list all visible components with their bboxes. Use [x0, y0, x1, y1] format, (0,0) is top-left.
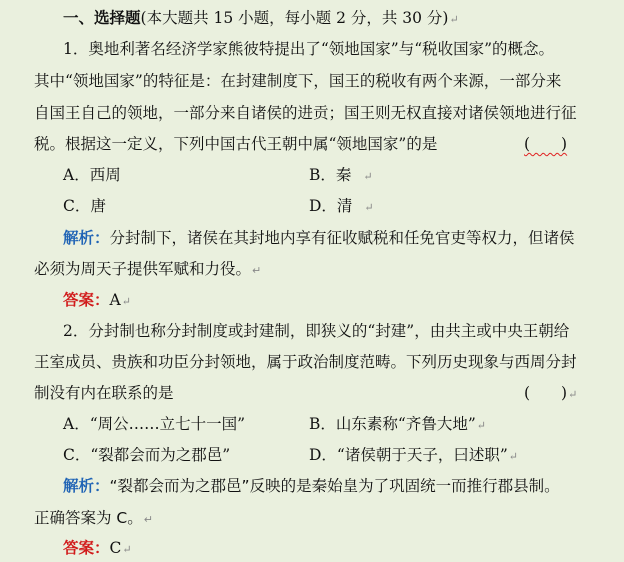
q2-options-row-1 — [63, 413, 603, 435]
q1-options-row-1 — [63, 164, 603, 186]
section-header — [63, 7, 459, 29]
q1-line-4: 税。根据这一定义，下列中国古代王朝中属“领地国家”的是 — [34, 135, 438, 153]
q1-options-row-2 — [63, 195, 603, 217]
q1-answer-label: 答案： — [63, 290, 110, 309]
q2-option-d: D．“诸侯朝于天子，曰述职”↵ — [309, 446, 518, 464]
q2-line-3: 制没有内在联系的是 — [34, 384, 174, 402]
paragraph-mark-icon: ↵ — [568, 388, 578, 401]
q2-analysis-text-2: 正确答案为 C。 — [34, 509, 143, 527]
q2-answer-paren: ( )↵ — [524, 384, 578, 402]
q2-analysis-text-1: “裂都会而为之郡邑”反映的是秦始皇为了巩固统一而推行郡县制。 — [109, 477, 560, 495]
section-note: (本大题共 15 小题，每小题 2 分，共 30 分) — [140, 9, 449, 27]
q2-options-row-2 — [63, 444, 603, 466]
paragraph-mark-icon: ↵ — [508, 450, 518, 463]
paragraph-mark-icon: ↵ — [352, 170, 373, 183]
q1-option-b: B．秦 ↵ — [309, 166, 373, 184]
paragraph-mark-icon: ↵ — [353, 201, 374, 214]
q1-answer-line — [63, 289, 131, 311]
paragraph-mark-icon: ↵ — [121, 295, 131, 308]
q2-option-b: B．山东素称“齐鲁大地”↵ — [309, 415, 486, 433]
paragraph-mark-icon: ↵ — [449, 13, 459, 26]
q1-line-2: 其中“领地国家”的特征是：在封建制度下，国王的税收有两个来源，一部分来 — [34, 72, 562, 90]
q1-answer-value: A — [109, 291, 121, 309]
q2-line-2: 王室成员、贵族和功臣分封领地，属于政治制度范畴。下列历史现象与西周分封 — [34, 353, 577, 371]
q1-analysis-label: 解析： — [63, 229, 110, 247]
q2-answer-line — [63, 537, 132, 559]
q2-analysis-line-1 — [63, 475, 560, 497]
q1-analysis-text-1: 分封制下，诸侯在其封地内享有征收赋税和任免官吏等权力，但诸侯 — [109, 229, 575, 247]
q1-answer-paren: ( ) — [524, 135, 568, 153]
q2-analysis-line-2 — [34, 507, 153, 529]
q2-analysis-label: 解析： — [63, 477, 110, 495]
paragraph-mark-icon: ↵ — [476, 419, 486, 432]
paragraph-mark-icon: ↵ — [143, 513, 153, 526]
q2-option-c: C．“裂都会而为之郡邑” — [63, 446, 231, 464]
q2-answer-label: 答案： — [63, 538, 110, 557]
paragraph-mark-icon: ↵ — [252, 264, 262, 277]
q1-line-1: 1．奥地利著名经济学家熊彼特提出了“领地国家”与“税收国家”的概念。 — [63, 40, 555, 58]
q2-answer-value: C — [109, 539, 122, 557]
q1-line-3: 自国王自己的领地，一部分来自诸侯的进贡；国王则无权直接对诸侯领地进行征 — [34, 104, 577, 122]
q1-option-c: C．唐 — [63, 197, 106, 215]
q2-line-1: 2．分封制也称分封制度或封建制，即狭义的“封建”，由共主或中央王朝给 — [63, 322, 570, 340]
q1-option-d: D．清 ↵ — [309, 197, 374, 215]
q1-analysis-line-2 — [34, 258, 261, 280]
q1-analysis-line-1 — [63, 227, 575, 249]
paragraph-mark-icon: ↵ — [122, 543, 132, 556]
q2-option-a: A．“周公……立七十一国” — [63, 415, 246, 433]
q1-analysis-text-2: 必须为周天子提供军赋和力役。 — [34, 260, 252, 278]
q1-option-a: A．西周 — [63, 166, 121, 184]
section-heading: 一、选择题 — [63, 8, 141, 27]
